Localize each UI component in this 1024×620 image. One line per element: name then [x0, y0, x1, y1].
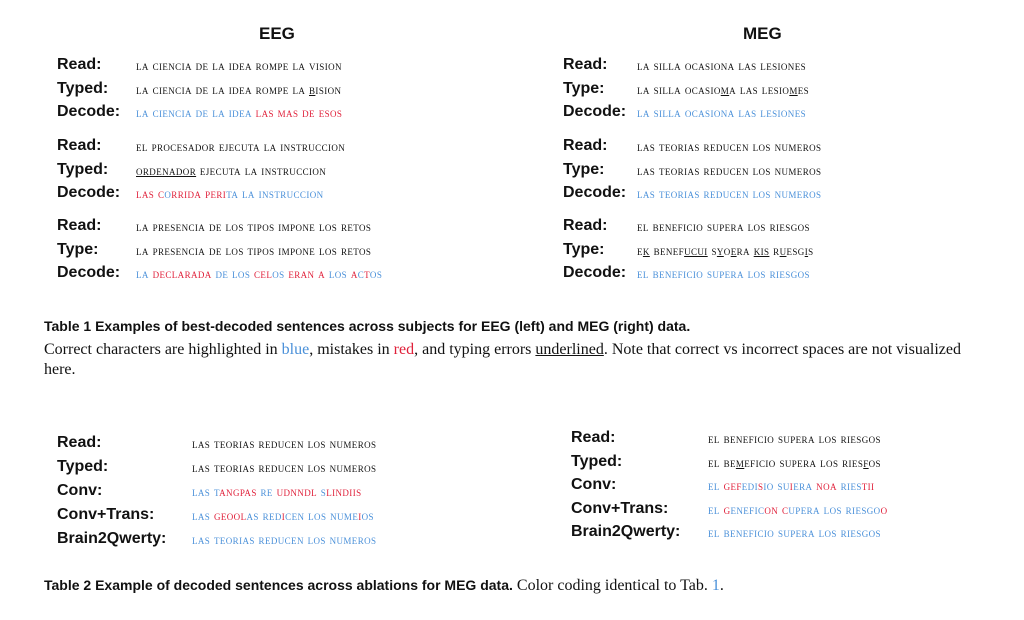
- meg-sentence: [637, 105, 806, 121]
- sentence-segment: el procesador ejecuta la instruccion: [136, 139, 346, 154]
- sentence-segment: ta la instruccion: [226, 186, 324, 201]
- sentence-segment: enefic: [730, 501, 765, 517]
- table2-right-sentence: [708, 502, 887, 518]
- table2-left-row-label: Brain2Qwerty:: [57, 530, 167, 547]
- sentence-segment: las teorias reducen los numeros: [637, 162, 822, 178]
- sentence-segment: noa: [816, 478, 837, 493]
- sentence-segment: los: [325, 266, 351, 281]
- sentence-segment: el: [708, 478, 724, 493]
- sentence-segment: la ciencia de la idea rompe la vision: [136, 58, 342, 73]
- table2-right-row-label: Conv+Trans:: [571, 499, 669, 517]
- eeg-sentence: [136, 163, 326, 179]
- sentence-segment: c: [357, 266, 365, 281]
- sentence-segment: m: [789, 81, 798, 97]
- table2-left-sentence: [192, 508, 374, 524]
- sentence-segment: las teorias reducen los numeros: [192, 436, 377, 451]
- table2-left-sentence: [192, 436, 376, 452]
- meg-row-label: Decode:: [563, 184, 627, 201]
- table2-caption-title: Table 2 Example of decoded sentences across ablations for MEG data.: [44, 577, 513, 593]
- sentence-segment: os: [272, 266, 289, 281]
- table2-caption-body: Color coding identical to Tab.: [512, 577, 712, 594]
- sentence-segment: e: [637, 242, 643, 258]
- table2-left-sentence: [192, 460, 376, 476]
- meg-sentence: [637, 266, 810, 282]
- caption-text: . Note that correct vs incorrect spaces are not visualized here.: [44, 341, 962, 378]
- table2-left-row-label: Typed:: [57, 458, 109, 475]
- eeg-row-label: Typed:: [57, 160, 109, 178]
- sentence-segment: gef: [723, 478, 742, 493]
- table2-right-sentence: [708, 455, 881, 471]
- sentence-segment: ries: [836, 478, 862, 493]
- table2-right-row-label: Typed:: [571, 452, 623, 470]
- sentence-segment: ejecuta la instruccion: [196, 162, 327, 178]
- eeg-row-label: Decode:: [57, 184, 121, 201]
- sentence-segment: las teorias reducen los numeros: [637, 186, 822, 201]
- sentence-segment: t: [364, 266, 370, 281]
- sentence-segment: i: [804, 242, 809, 258]
- sentence-segment: cen los nume: [285, 508, 359, 523]
- sentence-segment: las teorias reducen los numeros: [192, 532, 377, 547]
- meg-sentence: [637, 139, 821, 155]
- sentence-segment: el beneficio supera los riesgos: [708, 525, 881, 540]
- eeg-sentence: [136, 186, 324, 202]
- sentence-segment: b: [309, 81, 316, 97]
- sentence-segment: m: [735, 454, 745, 470]
- sentence-segment: udnndl: [276, 484, 318, 499]
- sentence-segment: a las lesio: [729, 81, 790, 97]
- sentence-segment: os: [369, 266, 383, 281]
- meg-row-label: Type:: [563, 79, 605, 97]
- sentence-segment: el be: [708, 454, 736, 470]
- meg-sentence: [637, 219, 810, 235]
- eeg-column-header: EEG: [259, 24, 295, 43]
- sentence-segment: s: [317, 484, 327, 499]
- meg-sentence: [637, 82, 809, 98]
- sentence-segment: s: [808, 242, 814, 258]
- sentence-segment: el: [708, 501, 724, 517]
- eeg-sentence: [136, 219, 371, 235]
- sentence-segment: las mas de esos: [255, 105, 343, 120]
- meg-column-header: MEG: [743, 24, 782, 43]
- sentence-segment: on: [764, 501, 779, 517]
- sentence-segment: las: [192, 508, 214, 523]
- sentence-segment: kis: [753, 242, 770, 258]
- caption-underlined-word: underlined: [535, 341, 604, 358]
- sentence-segment: rrida peri: [171, 186, 227, 201]
- sentence-segment: re: [256, 484, 277, 499]
- sentence-segment: las c: [136, 186, 165, 201]
- meg-sentence: [637, 163, 821, 179]
- sentence-segment: la silla ocasiona las lesiones: [637, 105, 806, 120]
- meg-row-label: Read:: [563, 137, 608, 154]
- sentence-segment: benef: [649, 242, 685, 258]
- sentence-segment: la silla ocasiona las lesiones: [637, 58, 806, 73]
- meg-sentence: [637, 243, 814, 259]
- sentence-segment: el beneficio supera los riesgos: [637, 266, 810, 281]
- sentence-segment: k: [642, 242, 650, 258]
- sentence-segment: cel: [254, 266, 273, 281]
- table2-left-sentence: [192, 484, 362, 500]
- sentence-segment: i: [281, 508, 286, 523]
- eeg-sentence: [136, 82, 341, 98]
- sentence-segment: upera los riesgo: [788, 501, 881, 517]
- sentence-segment: i: [789, 478, 794, 493]
- sentence-segment: o: [723, 242, 731, 258]
- sentence-segment: era: [793, 478, 817, 493]
- eeg-row-label: Decode:: [57, 264, 121, 281]
- sentence-segment: o: [164, 186, 172, 201]
- sentence-segment: geool: [213, 508, 247, 523]
- sentence-segment: i: [358, 508, 362, 523]
- sentence-segment: f: [863, 454, 869, 470]
- table2-left-row-label: Read:: [57, 434, 102, 451]
- sentence-segment: ucui: [684, 242, 708, 258]
- caption-text: , mistakes in: [309, 341, 394, 358]
- sentence-segment: esg: [786, 242, 805, 258]
- sentence-segment: e: [730, 242, 737, 258]
- table2-caption: [44, 576, 724, 596]
- sentence-segment: c: [781, 501, 789, 517]
- sentence-segment: lindiis: [326, 484, 362, 499]
- table2-right-sentence: [708, 431, 881, 447]
- table2-caption-end: .: [719, 577, 724, 594]
- sentence-segment: g: [723, 501, 731, 517]
- sentence-segment: la presencia de los tipos impone los retos: [136, 219, 372, 234]
- sentence-segment: a: [350, 266, 358, 281]
- table2-right-row-label: Conv:: [571, 476, 617, 493]
- table2-right-sentence: [708, 525, 881, 541]
- table-reference-link[interactable]: 1: [711, 577, 720, 594]
- eeg-sentence: [136, 58, 342, 74]
- sentence-segment: es: [797, 81, 810, 97]
- table2-left-row-label: Conv:: [57, 482, 103, 499]
- sentence-segment: de los: [211, 266, 255, 281]
- sentence-segment: ra: [736, 242, 754, 258]
- sentence-segment: s: [757, 478, 764, 493]
- table1-caption-body: [44, 340, 984, 380]
- meg-row-label: Type:: [563, 160, 605, 178]
- table2-right-row-label: Read:: [571, 429, 616, 446]
- meg-row-label: Decode:: [563, 103, 627, 120]
- sentence-segment: io su: [763, 478, 790, 493]
- sentence-segment: r: [769, 242, 780, 258]
- sentence-segment: angpas: [219, 484, 257, 499]
- sentence-segment: las teorias reducen los numeros: [637, 139, 822, 154]
- sentence-segment: edi: [741, 478, 758, 493]
- sentence-segment: el beneficio supera los riesgos: [637, 219, 810, 234]
- meg-row-label: Read:: [563, 217, 608, 234]
- sentence-segment: la ciencia de la idea: [136, 105, 256, 120]
- sentence-segment: s: [707, 242, 717, 258]
- sentence-segment: ordenador: [136, 162, 197, 178]
- sentence-segment: el beneficio supera los riesgos: [708, 431, 881, 446]
- meg-sentence: [637, 186, 821, 202]
- eeg-sentence: [136, 266, 382, 282]
- meg-row-label: Type:: [563, 240, 605, 258]
- caption-text: , and typing errors: [414, 341, 536, 358]
- table2-left-row-label: Conv+Trans:: [57, 506, 155, 523]
- caption-text: Correct characters are highlighted in: [44, 341, 282, 358]
- sentence-segment: la presencia de los tipos impone los retos: [136, 242, 372, 258]
- sentence-segment: eran a: [288, 266, 326, 281]
- eeg-row-label: Type:: [57, 240, 99, 258]
- eeg-row-label: Read:: [57, 56, 102, 73]
- caption-blue-word: blue: [281, 341, 310, 358]
- sentence-segment: las teorias reducen los numeros: [192, 460, 377, 475]
- sentence-segment: as red: [246, 508, 282, 523]
- meg-sentence: [637, 58, 806, 74]
- meg-row-label: Decode:: [563, 264, 627, 281]
- caption-red-word: red: [393, 341, 415, 358]
- sentence-segment: os: [868, 454, 881, 470]
- sentence-segment: os: [361, 508, 374, 523]
- eeg-row-label: Decode:: [57, 103, 121, 120]
- sentence-segment: las t: [192, 484, 220, 499]
- sentence-segment: declarada: [152, 266, 212, 281]
- eeg-row-label: Typed:: [57, 79, 109, 97]
- sentence-segment: m: [720, 81, 730, 97]
- sentence-segment: la ciencia de la idea rompe la: [136, 81, 310, 97]
- eeg-sentence: [136, 139, 345, 155]
- eeg-sentence: [136, 243, 371, 259]
- sentence-segment: tii: [861, 478, 875, 493]
- table2-left-sentence: [192, 532, 376, 548]
- sentence-segment: la: [136, 266, 153, 281]
- table1-caption-title: Table 1 Examples of best-decoded sentences across subjects for EEG (left) and MEG (right) data.: [44, 318, 691, 334]
- sentence-segment: y: [716, 242, 724, 258]
- sentence-segment: ision: [315, 81, 342, 97]
- eeg-row-label: Read:: [57, 217, 102, 234]
- eeg-sentence: [136, 105, 342, 121]
- eeg-row-label: Read:: [57, 137, 102, 154]
- sentence-segment: o: [880, 501, 888, 517]
- sentence-segment: eficio supera los ries: [744, 454, 864, 470]
- table2-right-row-label: Brain2Qwerty:: [571, 523, 681, 540]
- sentence-segment: u: [779, 242, 787, 258]
- sentence-segment: la silla ocasio: [637, 81, 721, 97]
- table2-right-sentence: [708, 478, 874, 494]
- meg-row-label: Read:: [563, 56, 608, 73]
